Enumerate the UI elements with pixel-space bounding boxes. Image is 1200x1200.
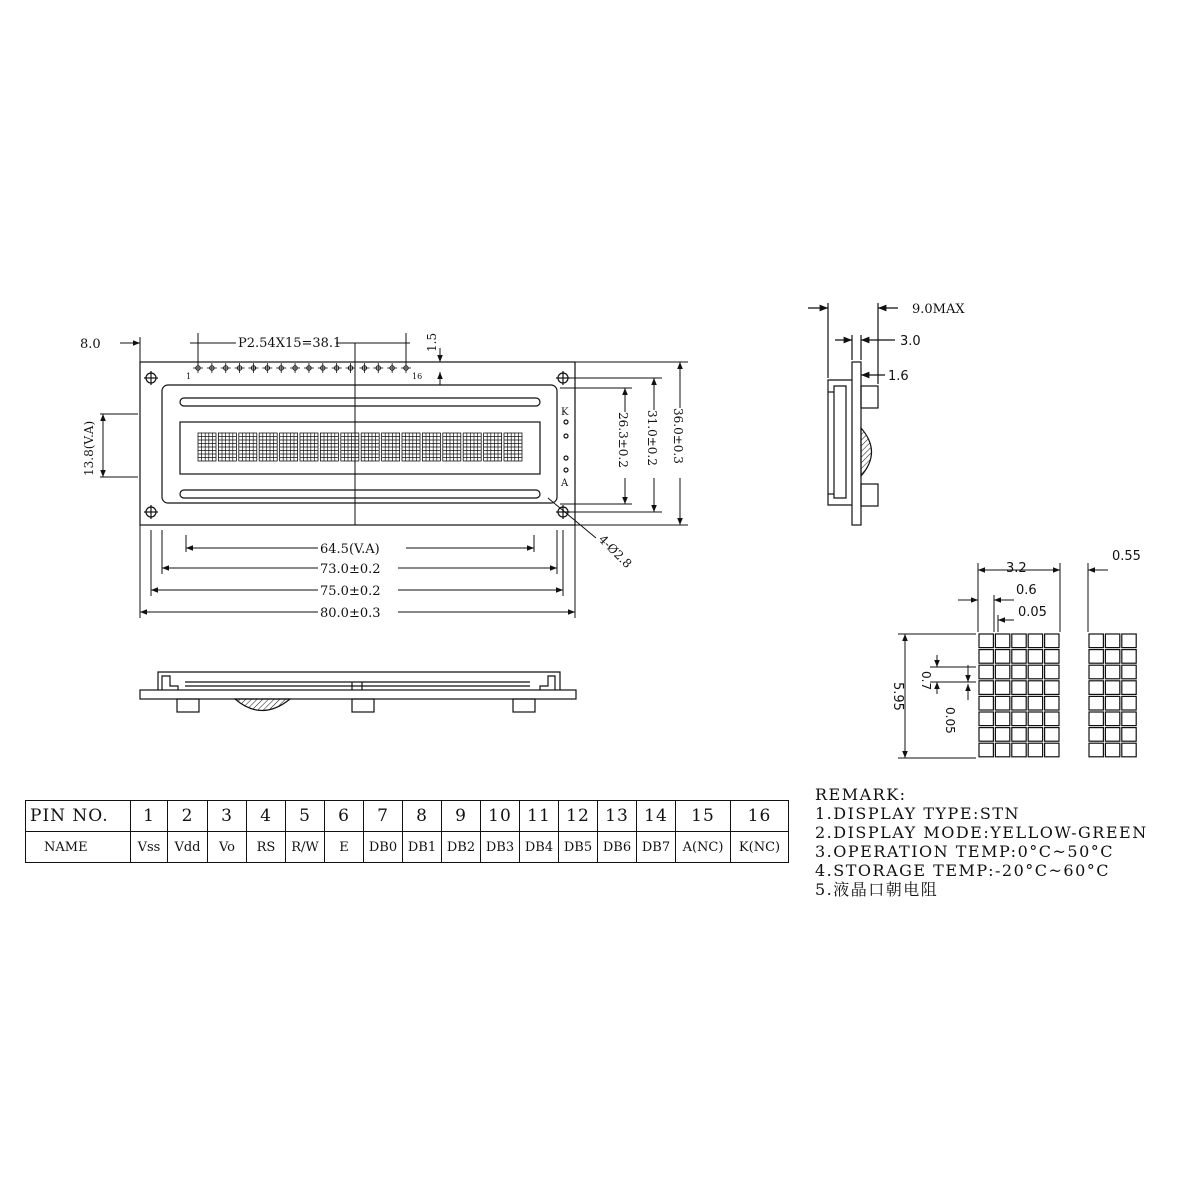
backlight-a-label: A	[561, 478, 569, 489]
matrix-dot	[1028, 743, 1042, 757]
pin-pad	[359, 363, 369, 373]
pin-number-cell: 5	[286, 801, 325, 832]
matrix-dot	[1012, 681, 1026, 695]
character-cell	[280, 433, 298, 461]
mounting-hole	[144, 505, 158, 519]
pin-name-cell: Vss	[131, 832, 168, 863]
matrix-dot	[1012, 665, 1026, 679]
pin-number-cell: 10	[481, 801, 520, 832]
pin-pad	[221, 363, 231, 373]
pin-last-label: 16	[412, 372, 423, 381]
pin-pad	[387, 363, 397, 373]
character-cells	[198, 433, 522, 461]
pin-pad	[207, 363, 217, 373]
matrix-dot	[1028, 665, 1042, 679]
backlight-pad	[564, 468, 568, 472]
side-label-1-6: 1.6	[888, 369, 909, 384]
matrix-dot	[1089, 743, 1103, 757]
matrix-dot	[1105, 728, 1119, 742]
pin-number-cell: 14	[637, 801, 676, 832]
matrix-dot	[979, 728, 993, 742]
backlight-pad	[564, 434, 568, 438]
character-cell	[504, 433, 522, 461]
pin-no-header: PIN NO.	[26, 801, 131, 832]
pin-number-cell: 11	[520, 801, 559, 832]
pin-name-cell: DB4	[520, 832, 559, 863]
matrix-dot	[1105, 712, 1119, 726]
character-cell	[259, 433, 277, 461]
matrix-dot	[1105, 650, 1119, 664]
character-cell	[341, 433, 359, 461]
dot-vgap-label: 0.05	[943, 707, 957, 734]
matrix-dot	[1028, 728, 1042, 742]
pin-number-cell: 8	[403, 801, 442, 832]
height-label-31-0: 31.0±0.2	[645, 410, 659, 466]
matrix-dot	[995, 665, 1009, 679]
matrix-dot	[1045, 634, 1059, 648]
width-label-75-0: 75.0±0.2	[320, 584, 381, 599]
matrix-dot	[1105, 665, 1119, 679]
remark-item: 5.液晶口朝电阻	[815, 880, 939, 899]
remark-item: 1.DISPLAY TYPE:STN	[815, 804, 1021, 823]
side-pcb	[852, 362, 861, 525]
matrix-dot	[979, 665, 993, 679]
character-cell	[218, 433, 236, 461]
character-cell	[239, 433, 257, 461]
side-label-9-0: 9.0MAX	[912, 302, 965, 317]
bottom-pin	[352, 699, 374, 712]
matrix-dot	[1122, 712, 1136, 726]
pin-pad	[248, 363, 258, 373]
left-offset-label: 8.0	[80, 337, 101, 352]
matrix-dot	[979, 650, 993, 664]
matrix-dot	[1045, 681, 1059, 695]
mounting-hole	[556, 371, 570, 385]
matrix-dot	[979, 634, 993, 648]
side-epoxy-blob	[861, 428, 872, 476]
character-cell	[198, 433, 216, 461]
matrix-dot	[1122, 665, 1136, 679]
pin-name-cell: Vo	[208, 832, 247, 863]
matrix-dot	[1028, 712, 1042, 726]
matrix-dot	[995, 650, 1009, 664]
character-cell	[361, 433, 379, 461]
character-cell	[463, 433, 481, 461]
character-cell	[443, 433, 461, 461]
width-label-80-0: 80.0±0.3	[320, 606, 381, 621]
height-label-36-0: 36.0±0.3	[671, 408, 685, 464]
side-labels	[888, 302, 965, 384]
dot-height-label: 0.7	[919, 671, 933, 691]
matrix-dot	[1105, 743, 1119, 757]
pin-header	[193, 363, 411, 373]
width-label-64-5: 64.5(V.A)	[320, 542, 380, 557]
dot-matrix-char	[979, 634, 1059, 757]
side-pin-bottom	[861, 484, 878, 506]
dot-matrix	[979, 634, 1136, 757]
pin-name-cell: DB5	[559, 832, 598, 863]
matrix-dot	[995, 634, 1009, 648]
matrix-dot	[979, 712, 993, 726]
matrix-dot	[1089, 650, 1103, 664]
remark-item: 4.STORAGE TEMP:-20°C~60°C	[815, 861, 1110, 880]
remarks-block	[815, 785, 1148, 899]
matrix-dot	[1028, 634, 1042, 648]
matrix-dot	[1012, 728, 1026, 742]
char-width-label: 3.2	[1006, 561, 1027, 576]
pin-name-cell: DB3	[481, 832, 520, 863]
side-pin-top	[861, 386, 878, 408]
matrix-dot	[995, 696, 1009, 710]
pin-name-cell: DB2	[442, 832, 481, 863]
pin-number-cell: 13	[598, 801, 637, 832]
backlight-k-label: K	[561, 407, 569, 418]
pin-pad	[235, 363, 245, 373]
bottom-bezel	[158, 672, 560, 690]
matrix-dot	[979, 696, 993, 710]
matrix-dot	[1089, 712, 1103, 726]
char-gap-label: 0.55	[1112, 549, 1141, 564]
pin-name-row	[26, 832, 789, 863]
mounting-hole	[556, 505, 570, 519]
bottom-epoxy-blob	[235, 699, 290, 711]
pin-height-label: 1.5	[425, 332, 439, 352]
character-cell	[422, 433, 440, 461]
matrix-dot	[1012, 634, 1026, 648]
matrix-dot	[1012, 712, 1026, 726]
pin-number-cell: 9	[442, 801, 481, 832]
matrix-dot	[1105, 681, 1119, 695]
char-height-label: 5.95	[890, 682, 905, 711]
dot-gap-label: 0.05	[1018, 605, 1047, 620]
side-view	[808, 303, 898, 525]
matrix-dot	[1028, 681, 1042, 695]
matrix-dot	[995, 712, 1009, 726]
matrix-dot	[1122, 743, 1136, 757]
matrix-dot	[1012, 696, 1026, 710]
pin-number-cell: 16	[731, 801, 789, 832]
height-label-26-3: 26.3±0.2	[616, 412, 630, 468]
pin-pad	[276, 363, 286, 373]
pin-name-cell: DB0	[364, 832, 403, 863]
pin-number-cell: 7	[364, 801, 403, 832]
pin-name-cell: A(NC)	[676, 832, 731, 863]
pin-pad	[290, 363, 300, 373]
matrix-dot	[1089, 634, 1103, 648]
pin-name-cell: DB6	[598, 832, 637, 863]
dot-matrix-char	[1089, 634, 1136, 757]
pin-name-cell: E	[325, 832, 364, 863]
matrix-dot	[1045, 712, 1059, 726]
pin-pad	[373, 363, 383, 373]
matrix-dot	[1028, 696, 1042, 710]
pin-number-cell: 2	[168, 801, 208, 832]
matrix-dot	[1105, 696, 1119, 710]
pin-pad	[262, 363, 272, 373]
pin-number-cell: 1	[131, 801, 168, 832]
pin-pitch-label: P2.54X15=38.1	[238, 336, 342, 351]
remarks-title: REMARK:	[815, 785, 907, 804]
matrix-dot	[1089, 728, 1103, 742]
matrix-dot	[1122, 650, 1136, 664]
bottom-slot	[180, 490, 540, 498]
character-cell	[484, 433, 502, 461]
bottom-pin	[513, 699, 535, 712]
matrix-dot	[979, 743, 993, 757]
matrix-dot	[995, 728, 1009, 742]
matrix-dot	[995, 681, 1009, 695]
matrix-dot	[1028, 650, 1042, 664]
pin-number-cell: 6	[325, 801, 364, 832]
bottom-pcb	[140, 690, 576, 699]
matrix-dot	[1122, 634, 1136, 648]
hole-label: 4-Ø2.8	[595, 532, 635, 571]
pin-name-cell: DB7	[637, 832, 676, 863]
pin-name-cell: Vdd	[168, 832, 208, 863]
pin-number-cell: 12	[559, 801, 598, 832]
top-slot	[180, 398, 540, 406]
dot-width-label: 0.6	[1016, 583, 1037, 598]
bottom-edge-view	[140, 672, 576, 712]
matrix-dot	[1045, 665, 1059, 679]
bottom-pin	[177, 699, 199, 712]
pin-pad	[332, 363, 342, 373]
character-cell	[320, 433, 338, 461]
matrix-dot	[1012, 743, 1026, 757]
pin-table	[25, 800, 789, 863]
character-cell	[300, 433, 318, 461]
pin-number-cell: 15	[676, 801, 731, 832]
pin-number-cell: 3	[208, 801, 247, 832]
pin-number-cell: 4	[247, 801, 286, 832]
width-label-73-0: 73.0±0.2	[320, 562, 381, 577]
pin-pad	[304, 363, 314, 373]
pin-name-cell: DB1	[403, 832, 442, 863]
backlight-pad	[564, 420, 568, 424]
matrix-dot	[1045, 696, 1059, 710]
pin-number-row	[26, 801, 789, 832]
remark-item: 2.DISPLAY MODE:YELLOW-GREEN	[815, 823, 1148, 842]
pin-first-label: 1	[186, 372, 192, 381]
character-cell	[382, 433, 400, 461]
remark-item: 3.OPERATION TEMP:0°C~50°C	[815, 842, 1114, 861]
pin-name-cell: RS	[247, 832, 286, 863]
matrix-dot	[995, 743, 1009, 757]
matrix-dot	[1045, 728, 1059, 742]
side-bezel	[828, 380, 852, 505]
pin-name-cell: R/W	[286, 832, 325, 863]
matrix-dot	[1089, 665, 1103, 679]
matrix-dot	[1122, 681, 1136, 695]
matrix-dot	[1089, 696, 1103, 710]
side-label-3-0: 3.0	[900, 334, 921, 349]
matrix-dot	[1105, 634, 1119, 648]
matrix-dot	[979, 681, 993, 695]
character-cell	[402, 433, 420, 461]
matrix-dot	[1012, 650, 1026, 664]
pin-pad	[318, 363, 328, 373]
matrix-dot	[1122, 728, 1136, 742]
matrix-dot	[1122, 696, 1136, 710]
pin-pad	[346, 363, 356, 373]
matrix-dot	[1045, 650, 1059, 664]
pin-name-cell: K(NC)	[731, 832, 789, 863]
pin-name-header: NAME	[26, 832, 131, 863]
matrix-dot	[1089, 681, 1103, 695]
backlight-pad	[564, 456, 568, 460]
va-height-label: 13.8(V.A)	[82, 420, 96, 476]
front-labels	[80, 333, 688, 621]
matrix-dot	[1045, 743, 1059, 757]
mounting-hole	[144, 371, 158, 385]
